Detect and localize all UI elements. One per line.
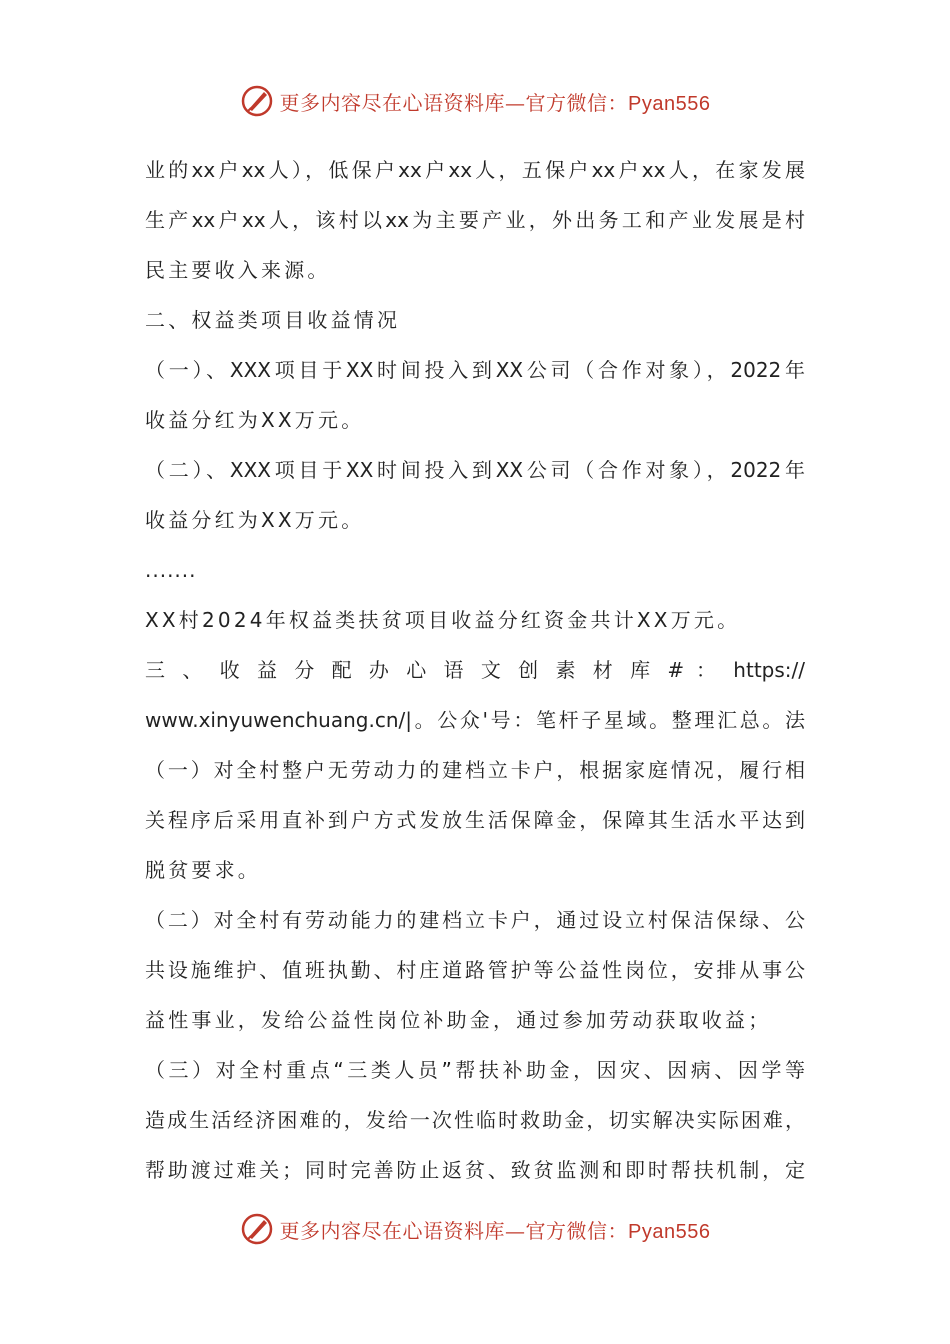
body-line: 共设施维护、值班执勤、村庄道路管护等公益性岗位，安排从事公 <box>145 958 805 982</box>
watermark-wechat-label: 官方微信： <box>525 1218 629 1243</box>
watermark-text <box>280 87 711 116</box>
watermark-wechat-id: Pyan556 <box>628 92 711 115</box>
body-line: 造成生活经济困难的，发给一次性临时救助金，切实解决实际困难， <box>145 1108 805 1132</box>
header-watermark <box>0 84 950 118</box>
body-line: （一）、XXX项目于XX时间投入到XX公司（合作对象），2022年 <box>145 358 805 382</box>
watermark-text <box>280 1215 711 1244</box>
section-heading: 二、权益类项目收益情况 <box>145 308 401 332</box>
footer-watermark <box>0 1212 950 1246</box>
ellipsis-line: ....... <box>145 558 197 582</box>
body-line: 生产xx户xx人，该村以xx为主要产业，外出务工和产业发展是村 <box>145 208 805 232</box>
body-line: 脱贫要求。 <box>145 858 261 882</box>
body-line: 收益分红为XX万元。 <box>145 508 365 532</box>
section-heading: 三 、 收 益 分 配 办 心 语 文 创 素 材 库 # ： https:// <box>145 658 805 682</box>
body-line: （一）对全村整户无劳动力的建档立卡户，根据家庭情况，履行相 <box>145 758 805 782</box>
document-body <box>145 148 805 1198</box>
watermark-main: 更多内容尽在心语资料库 <box>279 1218 506 1243</box>
body-line: 业的xx户xx人），低保户xx户xx人，五保户xx户xx人，在家发展 <box>145 158 805 182</box>
watermark-dash: — <box>505 90 526 115</box>
body-line: （三）对全村重点“三类人员”帮扶补助金，因灾、因病、因学等 <box>145 1058 805 1082</box>
body-line: XX村2024年权益类扶贫项目收益分红资金共计XX万元。 <box>145 608 741 632</box>
quill-logo-icon <box>240 1212 274 1246</box>
body-line: 帮助渡过难关；同时完善防止返贫、致贫监测和即时帮扶机制，定 <box>145 1158 805 1182</box>
body-line: 民主要收入来源。 <box>145 258 331 282</box>
quill-logo-icon <box>240 84 274 118</box>
body-line: 收益分红为XX万元。 <box>145 408 365 432</box>
body-line: www.xinyuwenchuang.cn/|。公众'号：笔杆子星域。整理汇总。法 <box>145 708 805 732</box>
watermark-main: 更多内容尽在心语资料库 <box>279 90 506 115</box>
body-line: （二）对全村有劳动能力的建档立卡户，通过设立村保洁保绿、公 <box>145 908 805 932</box>
body-line: 益性事业，发给公益性岗位补助金，通过参加劳动获取收益； <box>145 1008 772 1032</box>
watermark-wechat-label: 官方微信： <box>525 90 629 115</box>
body-line: 关程序后采用直补到户方式发放生活保障金，保障其生活水平达到 <box>145 808 805 832</box>
watermark-dash: — <box>505 1218 526 1243</box>
body-line: （二）、XXX项目于XX时间投入到XX公司（合作对象），2022年 <box>145 458 805 482</box>
watermark-wechat-id: Pyan556 <box>628 1220 711 1243</box>
